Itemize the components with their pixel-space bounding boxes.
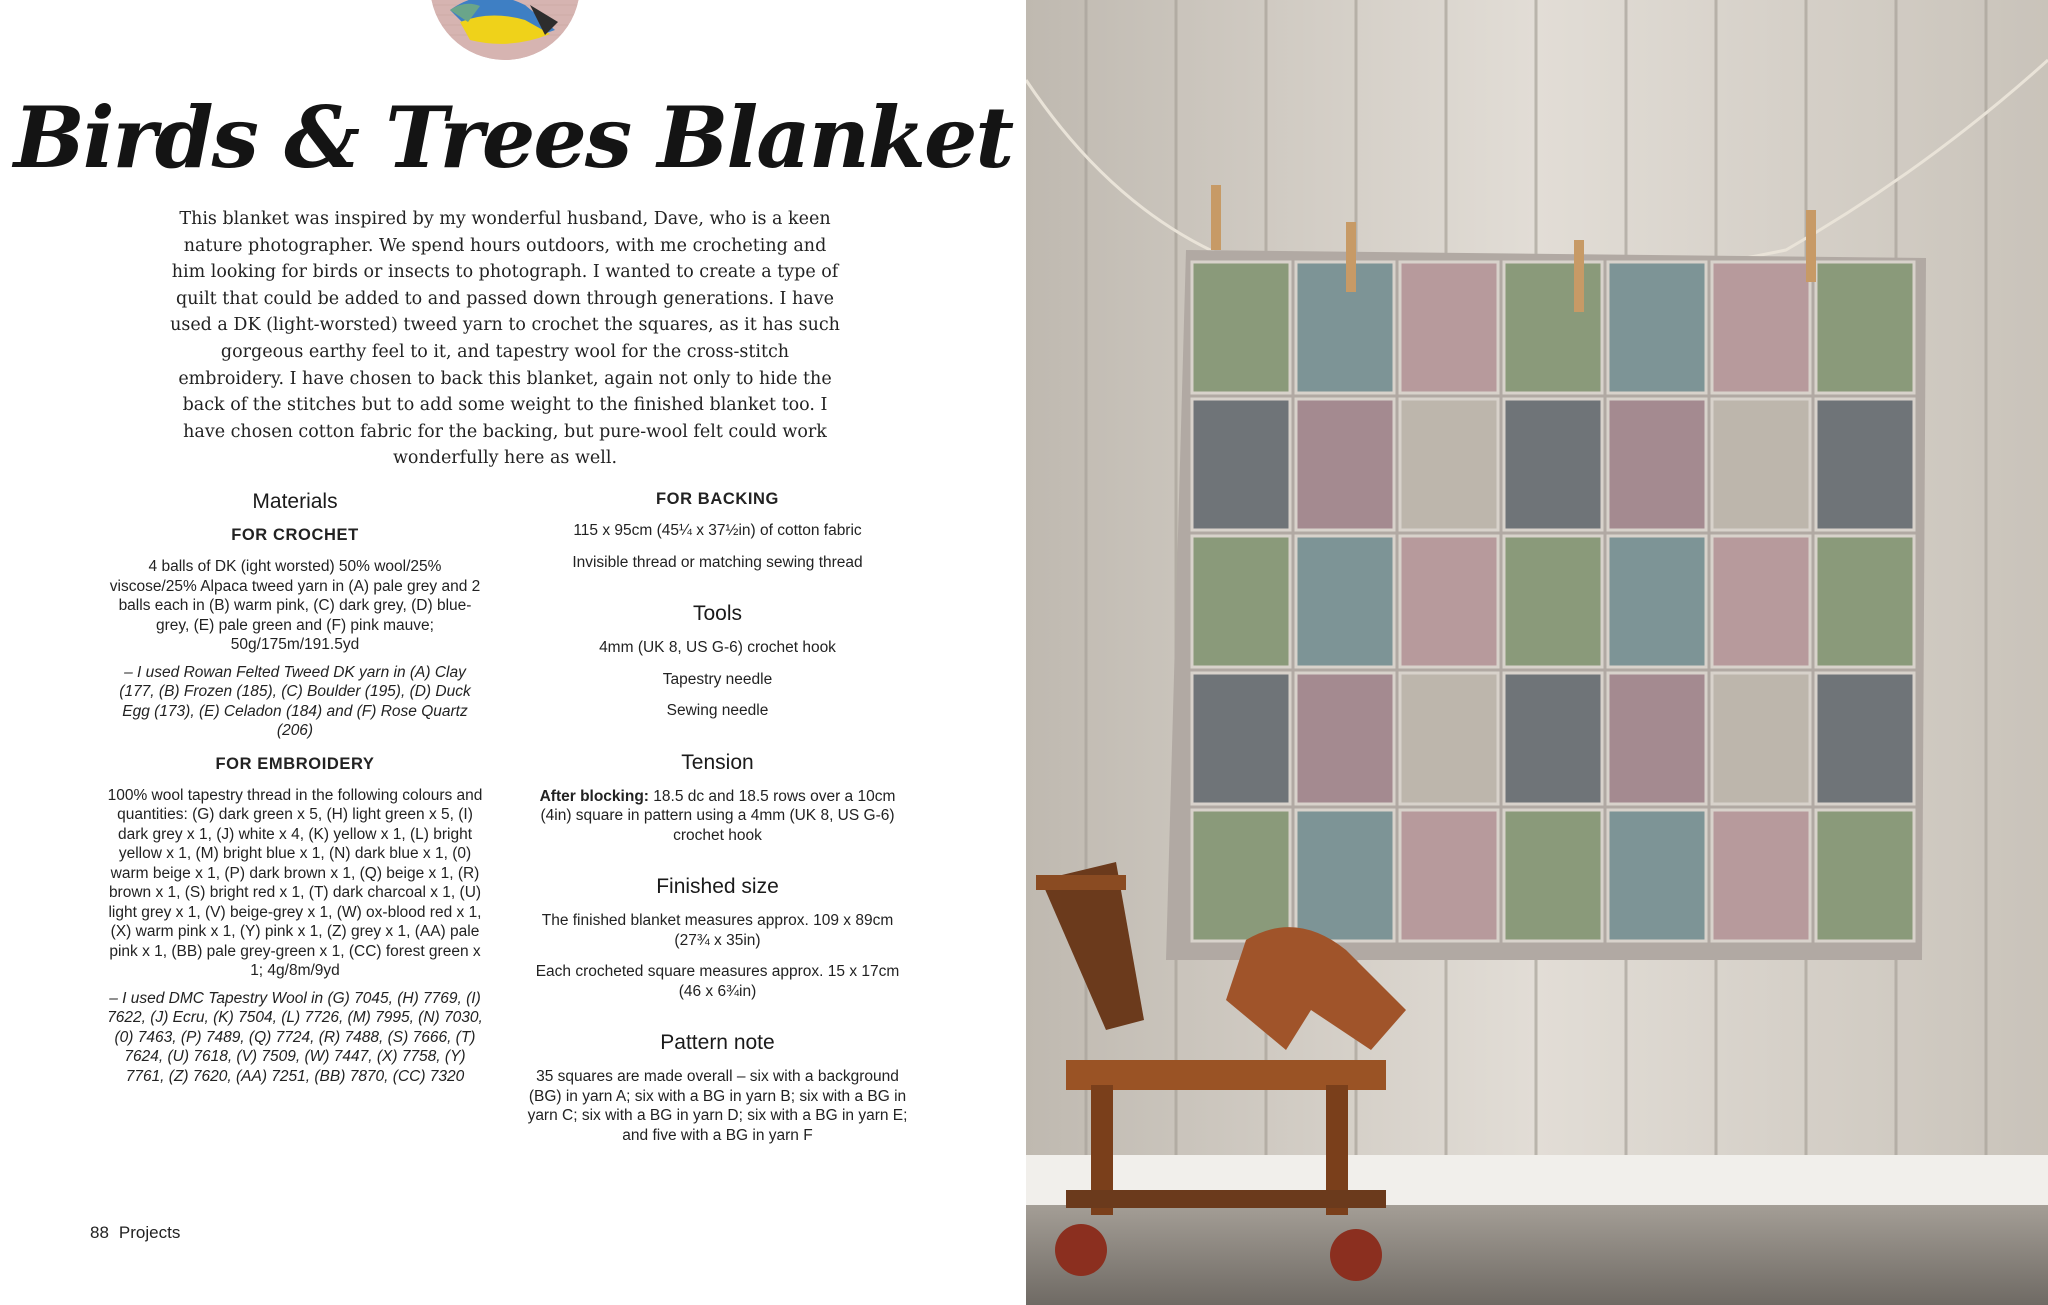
materials-column: [105, 490, 485, 1086]
backing-thread-text: Invisible thread or matching sewing thread: [572, 553, 863, 571]
intro-paragraph: This blanket was inspired by my wonderful husband, Dave, who is a keen nature photographer. We spend hours outdoors, with me crocheting and him looking for birds or insects to photograph. I wanted to create a type of quilt that could be added to and passed down through generations. I have used a DK (light-worsted) tweed yarn to crochet the squares, as it has such gorgeous earthy feel to it, and tapestry wool for the cross-stitch embroidery. I have chosen to back this blanket, again not only to hide the back of the stitches but to add some weight to the finished blanket too. I have chosen cotton fabric for the backing, but pure-wool felt could work wonderfully here as well.: [170, 209, 840, 469]
finished-square-size: Each crocheted square measures approx. 15 x 17cm (46 x 6¾in): [535, 963, 900, 1000]
embroidery-thread-text: 100% wool tapestry thread in the following colours and quantities: (G) dark green x 5, (H) light green x 5, (I) dark grey x 1, (J) white x 4, (K) yellow x 1, (L) bright yellow x 1, (M) bright blue x 1, (N) dark blue x 1, (0) warm beige x 1, (P) dark brown x 1, (Q) beige x 1, (R) brown x 1, (S) bright red x 1, (T) dark charcoal x 1, (U) light grey x 1, (V) beige-grey x 1, (W) ox-blood red x 1, (X) warm pink x 1, (Y) pink x 1, (Z) grey x 1, (AA) pale pink x 1, (BB) pale grey-green x 1, (CC) forest green x 1; 4g/8m/9yd: [107, 786, 483, 979]
right-column: [525, 490, 910, 1145]
section-name: Projects: [118, 1223, 181, 1242]
tension-body: 18.5 dc and 18.5 rows over a 10cm (4in) square in pattern using a 4mm (UK 8, US G-6) crochet hook: [540, 787, 896, 844]
blanket-square: [1816, 810, 1914, 941]
finished-blanket-size: The finished blanket measures approx. 109 x 89cm (27¾ x 35in): [541, 912, 894, 949]
for-backing-heading: FOR BACKING: [655, 490, 779, 508]
blanket-square: [1816, 399, 1914, 530]
blanket-square: [1400, 810, 1498, 941]
blanket-square: [1504, 673, 1602, 804]
page-footer: [90, 1223, 190, 1243]
finished-size-heading: Finished size: [656, 875, 779, 898]
page-title: Birds & Trees Blanket: [13, 88, 1013, 187]
pattern-note-heading: Pattern note: [660, 1031, 775, 1054]
pattern-note-text: 35 squares are made overall – six with a background (BG) in yarn A; six with a BG in yarn B; six with a BG in yarn C; six with a BG in yarn D; six with a BG in yarn E; and five with a BG in yarn F: [527, 1068, 908, 1144]
blanket-square: [1712, 536, 1810, 667]
blanket-square: [1712, 810, 1810, 941]
blanket-square: [1816, 673, 1914, 804]
tension-lead: After blocking:: [539, 787, 649, 805]
blanket-square: [1192, 810, 1290, 941]
tension-text: [525, 787, 910, 846]
blanket-square: [1504, 262, 1602, 393]
crocheted-blanket: [1166, 250, 1926, 960]
blanket-square: [1712, 262, 1810, 393]
blanket-square: [1608, 399, 1706, 530]
blanket-square: [1816, 536, 1914, 667]
page-number: 88: [90, 1223, 109, 1242]
crochet-yarn-note: – I used Rowan Felted Tweed DK yarn in (A) Clay (177, (B) Frozen (185), (C) Boulder (195), (D) Duck Egg (173), (E) Celadon (184) and (F) Rose Quartz (206): [119, 663, 471, 739]
blanket-square: [1504, 810, 1602, 941]
tools-heading: Tools: [692, 602, 743, 625]
for-crochet-heading: FOR CROCHET: [231, 526, 359, 544]
blanket-square: [1296, 399, 1394, 530]
blanket-square: [1608, 536, 1706, 667]
blanket-square: [1712, 673, 1810, 804]
bird-badge-image: [430, 0, 580, 60]
blanket-square: [1400, 673, 1498, 804]
tool-tapestry-needle: Tapestry needle: [662, 670, 773, 688]
tension-heading: Tension: [681, 750, 754, 774]
blanket-square: [1192, 399, 1290, 530]
materials-heading: Materials: [252, 490, 338, 513]
blanket-square: [1192, 673, 1290, 804]
blanket-square: [1400, 399, 1498, 530]
blanket-square: [1296, 262, 1394, 393]
blanket-square: [1192, 536, 1290, 667]
blue-tit-icon: [430, 0, 580, 60]
tool-sewing-needle: Sewing needle: [666, 702, 769, 719]
photo-illustration: [1026, 0, 2048, 1305]
blanket-square: [1816, 262, 1914, 393]
blanket-square: [1608, 673, 1706, 804]
blanket-square: [1608, 810, 1706, 941]
blanket-square: [1400, 262, 1498, 393]
blanket-square: [1608, 262, 1706, 393]
blanket-square: [1712, 399, 1810, 530]
floor: [1026, 1205, 2048, 1305]
backing-fabric-text: 115 x 95cm (45¼ x 37½in) of cotton fabric: [573, 522, 862, 539]
blanket-square: [1192, 262, 1290, 393]
crochet-yarn-text: 4 balls of DK (ight worsted) 50% wool/25% viscose/25% Alpaca tweed yarn in (A) pale grey and 2 balls each in (B) warm pink, (C) dark grey, (D) blue-grey, (E) pale green and (F) pink mauve; 50g/175m/191.5yd: [109, 558, 481, 653]
embroidery-thread-note: – I used DMC Tapestry Wool in (G) 7045, (H) 7769, (I) 7622, (J) Ecru, (K) 7504, (L) 7726, (M) 7995, (N) 7030, (0) 7463, (P) 7489, (Q) 7724, (R) 7488, (S) 7666, (T) 7624, (U) 7618, (V) 7509, (W) 7447, (X) 7758, (Y) 7761, (Z) 7620, (AA) 7251, (BB) 7870, (CC) 7320: [107, 989, 483, 1085]
for-embroidery-heading: FOR EMBROIDERY: [215, 754, 375, 773]
blanket-square: [1504, 536, 1602, 667]
blanket-square: [1504, 399, 1602, 530]
blanket-square: [1296, 810, 1394, 941]
blanket-square: [1296, 536, 1394, 667]
blanket-square: [1296, 673, 1394, 804]
blanket-photo: [1026, 0, 2048, 1305]
tool-crochet-hook: 4mm (UK 8, US G-6) crochet hook: [599, 639, 836, 656]
blanket-square: [1400, 536, 1498, 667]
